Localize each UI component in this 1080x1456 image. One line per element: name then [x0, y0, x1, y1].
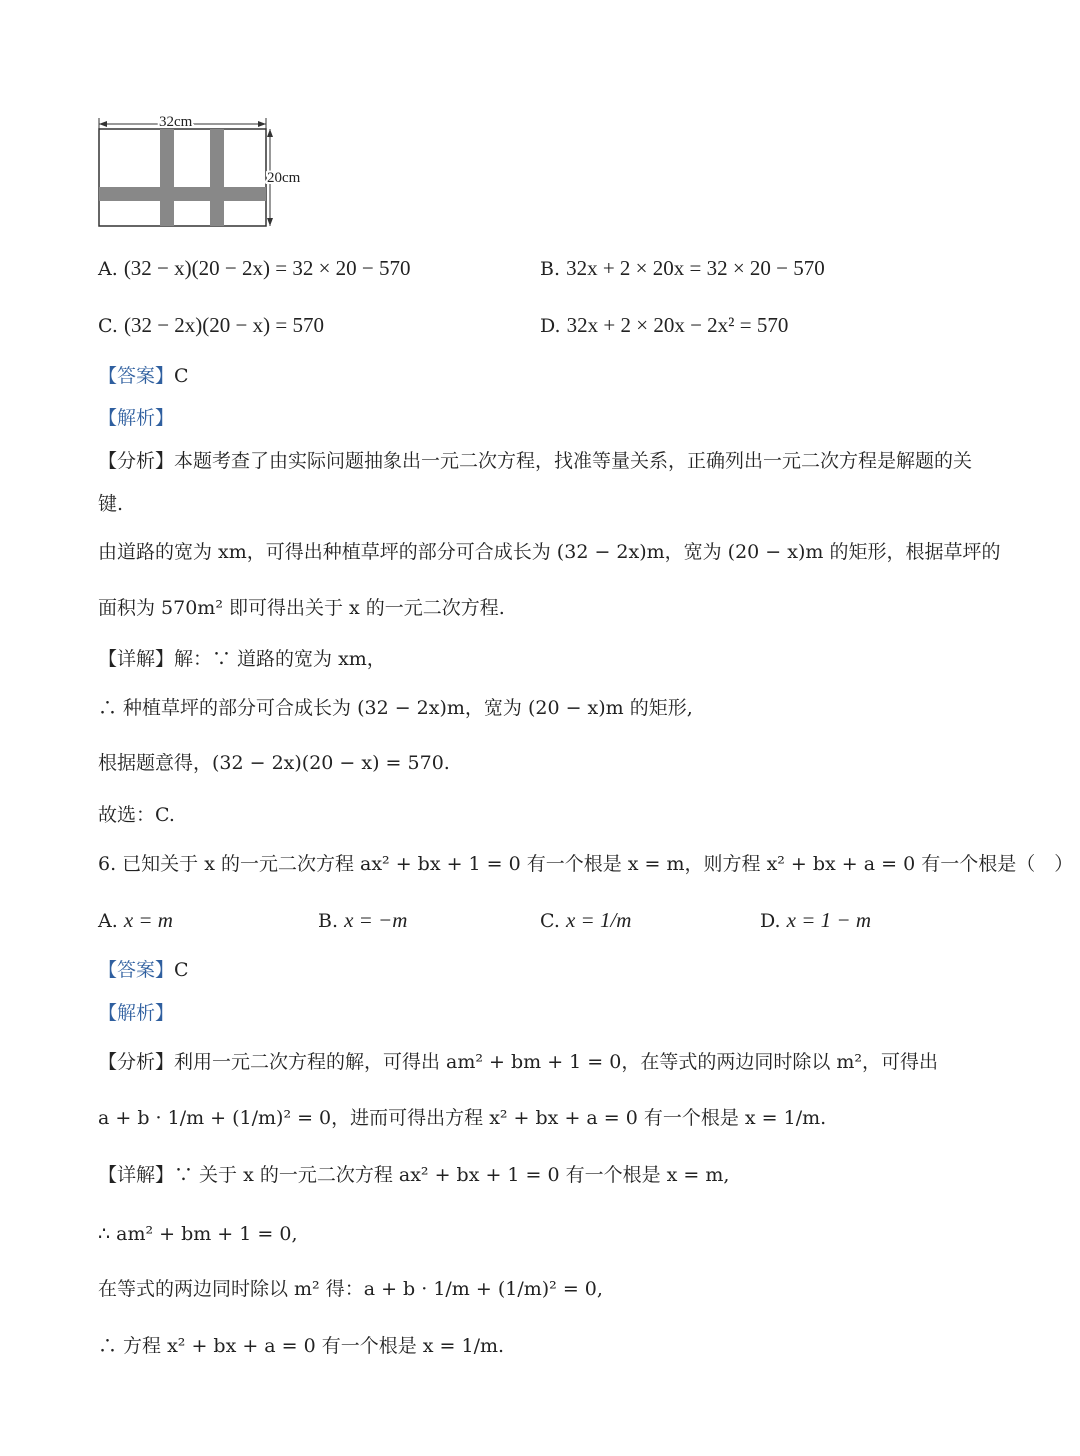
q5-answer-tag: 【答案】	[98, 365, 175, 387]
q5-analysis-line1: 【分析】本题考查了由实际问题抽象出一元二次方程，找准等量关系，正确列出一元二次方程是解题的关	[98, 450, 973, 472]
q5-detail-line2: ∴ 种植草坪的部分可合成长为 (32 − 2x)m，宽为 (20 − x)m 的矩形,	[98, 697, 693, 719]
q5-detail-line4: 故选：C.	[98, 804, 175, 826]
q5-answer	[98, 365, 189, 388]
q5-analysis-tag: 【解析】	[98, 407, 175, 429]
q6-option-b-expr: x = −m	[344, 908, 408, 932]
q6-option-c-letter: C.	[540, 910, 560, 932]
q5-option-d-expr: 32x + 2 × 20x − 2x² = 570	[566, 313, 789, 337]
q6-detail-line2: ∴ am² + bm + 1 = 0,	[98, 1223, 298, 1245]
width-label: 32cm	[159, 114, 193, 130]
height-label: 20cm	[267, 170, 301, 186]
q5-option-c-expr: (32 − 2x)(20 − x) = 570	[123, 313, 324, 337]
q6-detail-line3: 在等式的两边同时除以 m² 得：a + b · 1/m + (1/m)² = 0,	[98, 1278, 603, 1300]
q5-option-c-letter: C.	[98, 315, 118, 337]
q6-option-c	[540, 908, 631, 933]
q6-option-b-letter: B.	[318, 910, 339, 932]
q6-option-b	[318, 908, 407, 933]
q6-option-a	[98, 908, 173, 933]
q6-option-c-expr: x = 1/m	[565, 908, 632, 932]
q6-analysis-line2: a + b · 1/m + (1/m)² = 0，进而可得出方程 x² + bx + a = 0 有一个根是 x = 1/m.	[98, 1107, 827, 1129]
q5-analysis-line3: 由道路的宽为 xm，可得出种植草坪的部分可合成长为 (32 − 2x)m，宽为 (20 − x)m 的矩形，根据草坪的	[98, 541, 1001, 563]
q5-option-c	[98, 313, 324, 338]
q5-option-d-letter: D.	[540, 315, 561, 337]
q5-detail-line3: 根据题意得，(32 − 2x)(20 − x) = 570.	[98, 752, 450, 774]
q6-question: 6. 已知关于 x 的一元二次方程 ax² + bx + 1 = 0 有一个根是 x = m，则方程 x² + bx + a = 0 有一个根是（ ）	[98, 853, 1074, 875]
q5-option-a	[98, 256, 411, 281]
q6-detail-line4: ∴ 方程 x² + bx + a = 0 有一个根是 x = 1/m.	[98, 1335, 505, 1357]
q6-option-d-expr: x = 1 − m	[786, 908, 871, 932]
q5-analysis-line2: 键.	[98, 493, 124, 515]
q6-answer-value: C	[174, 959, 189, 981]
q5-option-a-letter: A.	[98, 258, 118, 280]
q5-option-b-expr: 32x + 2 × 20x = 32 × 20 − 570	[566, 256, 825, 280]
q5-answer-value: C	[174, 365, 189, 387]
q6-analysis-tag: 【解析】	[98, 1002, 175, 1024]
q5-detail-line1: 【详解】解：∵ 道路的宽为 xm，	[98, 648, 386, 670]
q5-analysis-line4: 面积为 570m² 即可得出关于 x 的一元二次方程.	[98, 597, 505, 619]
q6-detail-line1: 【详解】∵ 关于 x 的一元二次方程 ax² + bx + 1 = 0 有一个根是 x = m,	[98, 1164, 730, 1186]
q6-option-a-expr: x = m	[123, 908, 173, 932]
q5-option-a-expr: (32 − x)(20 − 2x) = 32 × 20 − 570	[123, 256, 411, 280]
q5-option-b-letter: B.	[540, 258, 561, 280]
q5-option-b	[540, 256, 825, 281]
q6-option-d	[760, 908, 871, 933]
q5-option-d	[540, 313, 788, 338]
q6-answer-tag: 【答案】	[98, 959, 175, 981]
q6-option-d-letter: D.	[760, 910, 781, 932]
q6-answer	[98, 959, 189, 982]
q6-option-a-letter: A.	[98, 910, 118, 932]
rectangle-lawn-figure	[96, 110, 326, 235]
q6-analysis-line1: 【分析】利用一元二次方程的解，可得出 am² + bm + 1 = 0，在等式的两边同时除以 m²，可得出	[98, 1051, 939, 1073]
